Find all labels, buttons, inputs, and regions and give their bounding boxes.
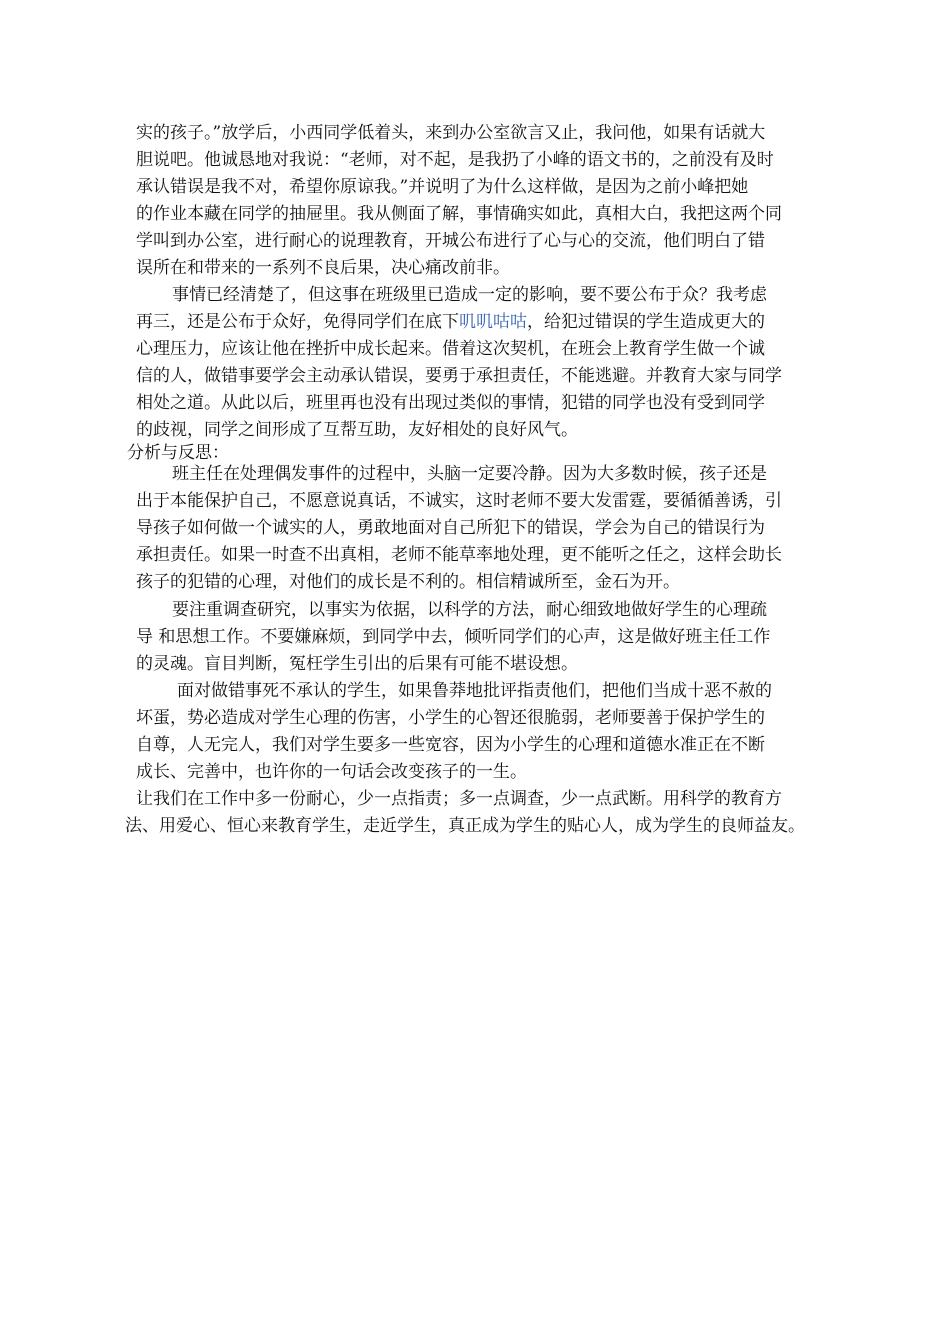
text-line: 自尊，人无完人，我们对学生要多一些宽容，因为小学生的心理和道德水准正在不断 bbox=[136, 735, 765, 755]
text-line: 导 和思想工作。不要嫌麻烦，到同学中去，倾听同学们的心声，这是做好班主任工作 bbox=[136, 627, 771, 647]
text-line: 出于本能保护自己，不愿意说真话，不诚实，这时老师不要大发雷霆，要循循善诱，引 bbox=[136, 491, 782, 511]
text-line: 实的孩子。”放学后，小西同学低着头，来到办公室欲言又止，我问他，如果有话就大 bbox=[136, 123, 766, 143]
text-line: 班主任在处理偶发事件的过程中，头脑一定要冷静。因为大多数时候，孩子还是 bbox=[172, 464, 767, 484]
text-line: 的歧视，同学之间形成了互帮互助，友好相处的良好风气。 bbox=[136, 420, 578, 440]
text-line: 导孩子如何做一个诚实的人，勇敢地面对自己所犯下的错误，学会为自己的错误行为 bbox=[136, 518, 765, 538]
text-segment: ，给犯过错误的学生造成更大的 bbox=[527, 312, 765, 332]
section-heading: 分析与反思： bbox=[127, 443, 229, 463]
text-line: 的灵魂。盲目判断，冤枉学生引出的后果有可能不堪设想。 bbox=[136, 654, 578, 674]
text-line: 承担责任。如果一时查不出真相，老师不能草率地处理，更不能听之任之，这样会助长 bbox=[136, 545, 782, 565]
text-line: 的作业本藏在同学的抽屉里。我从侧面了解，事情确实如此，真相大白，我把这两个同 bbox=[136, 204, 782, 224]
text-line: 孩子的犯错的心理，对他们的成长是不利的。相信精诚所至，金石为开。 bbox=[136, 572, 680, 592]
text-line: 胆说吧。他诚恳地对我说：“老师，对不起，是我扔了小峰的语文书的，之前没有及时 bbox=[136, 150, 774, 170]
text-line: 信的人，做错事要学会主动承认错误，要勇于承担责任，不能逃避。并教育大家与同学 bbox=[136, 366, 782, 386]
text-line: 成长、完善中，也许你的一句话会改变孩子的一生。 bbox=[136, 762, 527, 782]
text-line: 面对做错事死不承认的学生，如果鲁莽地批评指责他们，把他们当成十恶不赦的 bbox=[177, 681, 772, 701]
text-line: 坏蛋，势必造成对学生心理的伤害，小学生的心智还很脆弱，老师要善于保护学生的 bbox=[136, 708, 765, 728]
text-line: 误所在和带来的一系列不良后果，决心痛改前非。 bbox=[136, 258, 510, 278]
text-line: 承认错误是我不对，希望你原谅我。”并说明了为什么这样做，是因为之前小峰把她 bbox=[136, 177, 749, 197]
text-line: 心理压力，应该让他在挫折中成长起来。借着这次契机，在班会上教育学生做一个诚 bbox=[136, 339, 765, 359]
inline-link[interactable]: 叽叽咕咕 bbox=[459, 312, 527, 332]
text-line: 相处之道。从此以后，班里再也没有出现过类似的事情，犯错的同学也没有受到同学 bbox=[136, 393, 765, 413]
text-line: 学叫到办公室，进行耐心的说理教育，开城公布进行了心与心的交流，他们明白了错 bbox=[136, 231, 765, 251]
text-line bbox=[136, 310, 765, 334]
text-line: 法、用爱心、恒心来教育学生，走近学生，真正成为学生的贴心人，成为学生的良师益友。 bbox=[125, 816, 805, 836]
text-line: 让我们在工作中多一份耐心，少一点指责；多一点调查，少一点武断。用科学的教育方 bbox=[136, 789, 782, 809]
text-line: 事情已经清楚了，但这事在班级里已造成一定的影响，要不要公布于众？我考虑 bbox=[172, 285, 767, 305]
text-line: 要注重调查研究，以事实为依据，以科学的方法，耐心细致地做好学生的心理疏 bbox=[172, 600, 767, 620]
text-segment: 再三，还是公布于众好，免得同学们在底下 bbox=[136, 312, 459, 332]
